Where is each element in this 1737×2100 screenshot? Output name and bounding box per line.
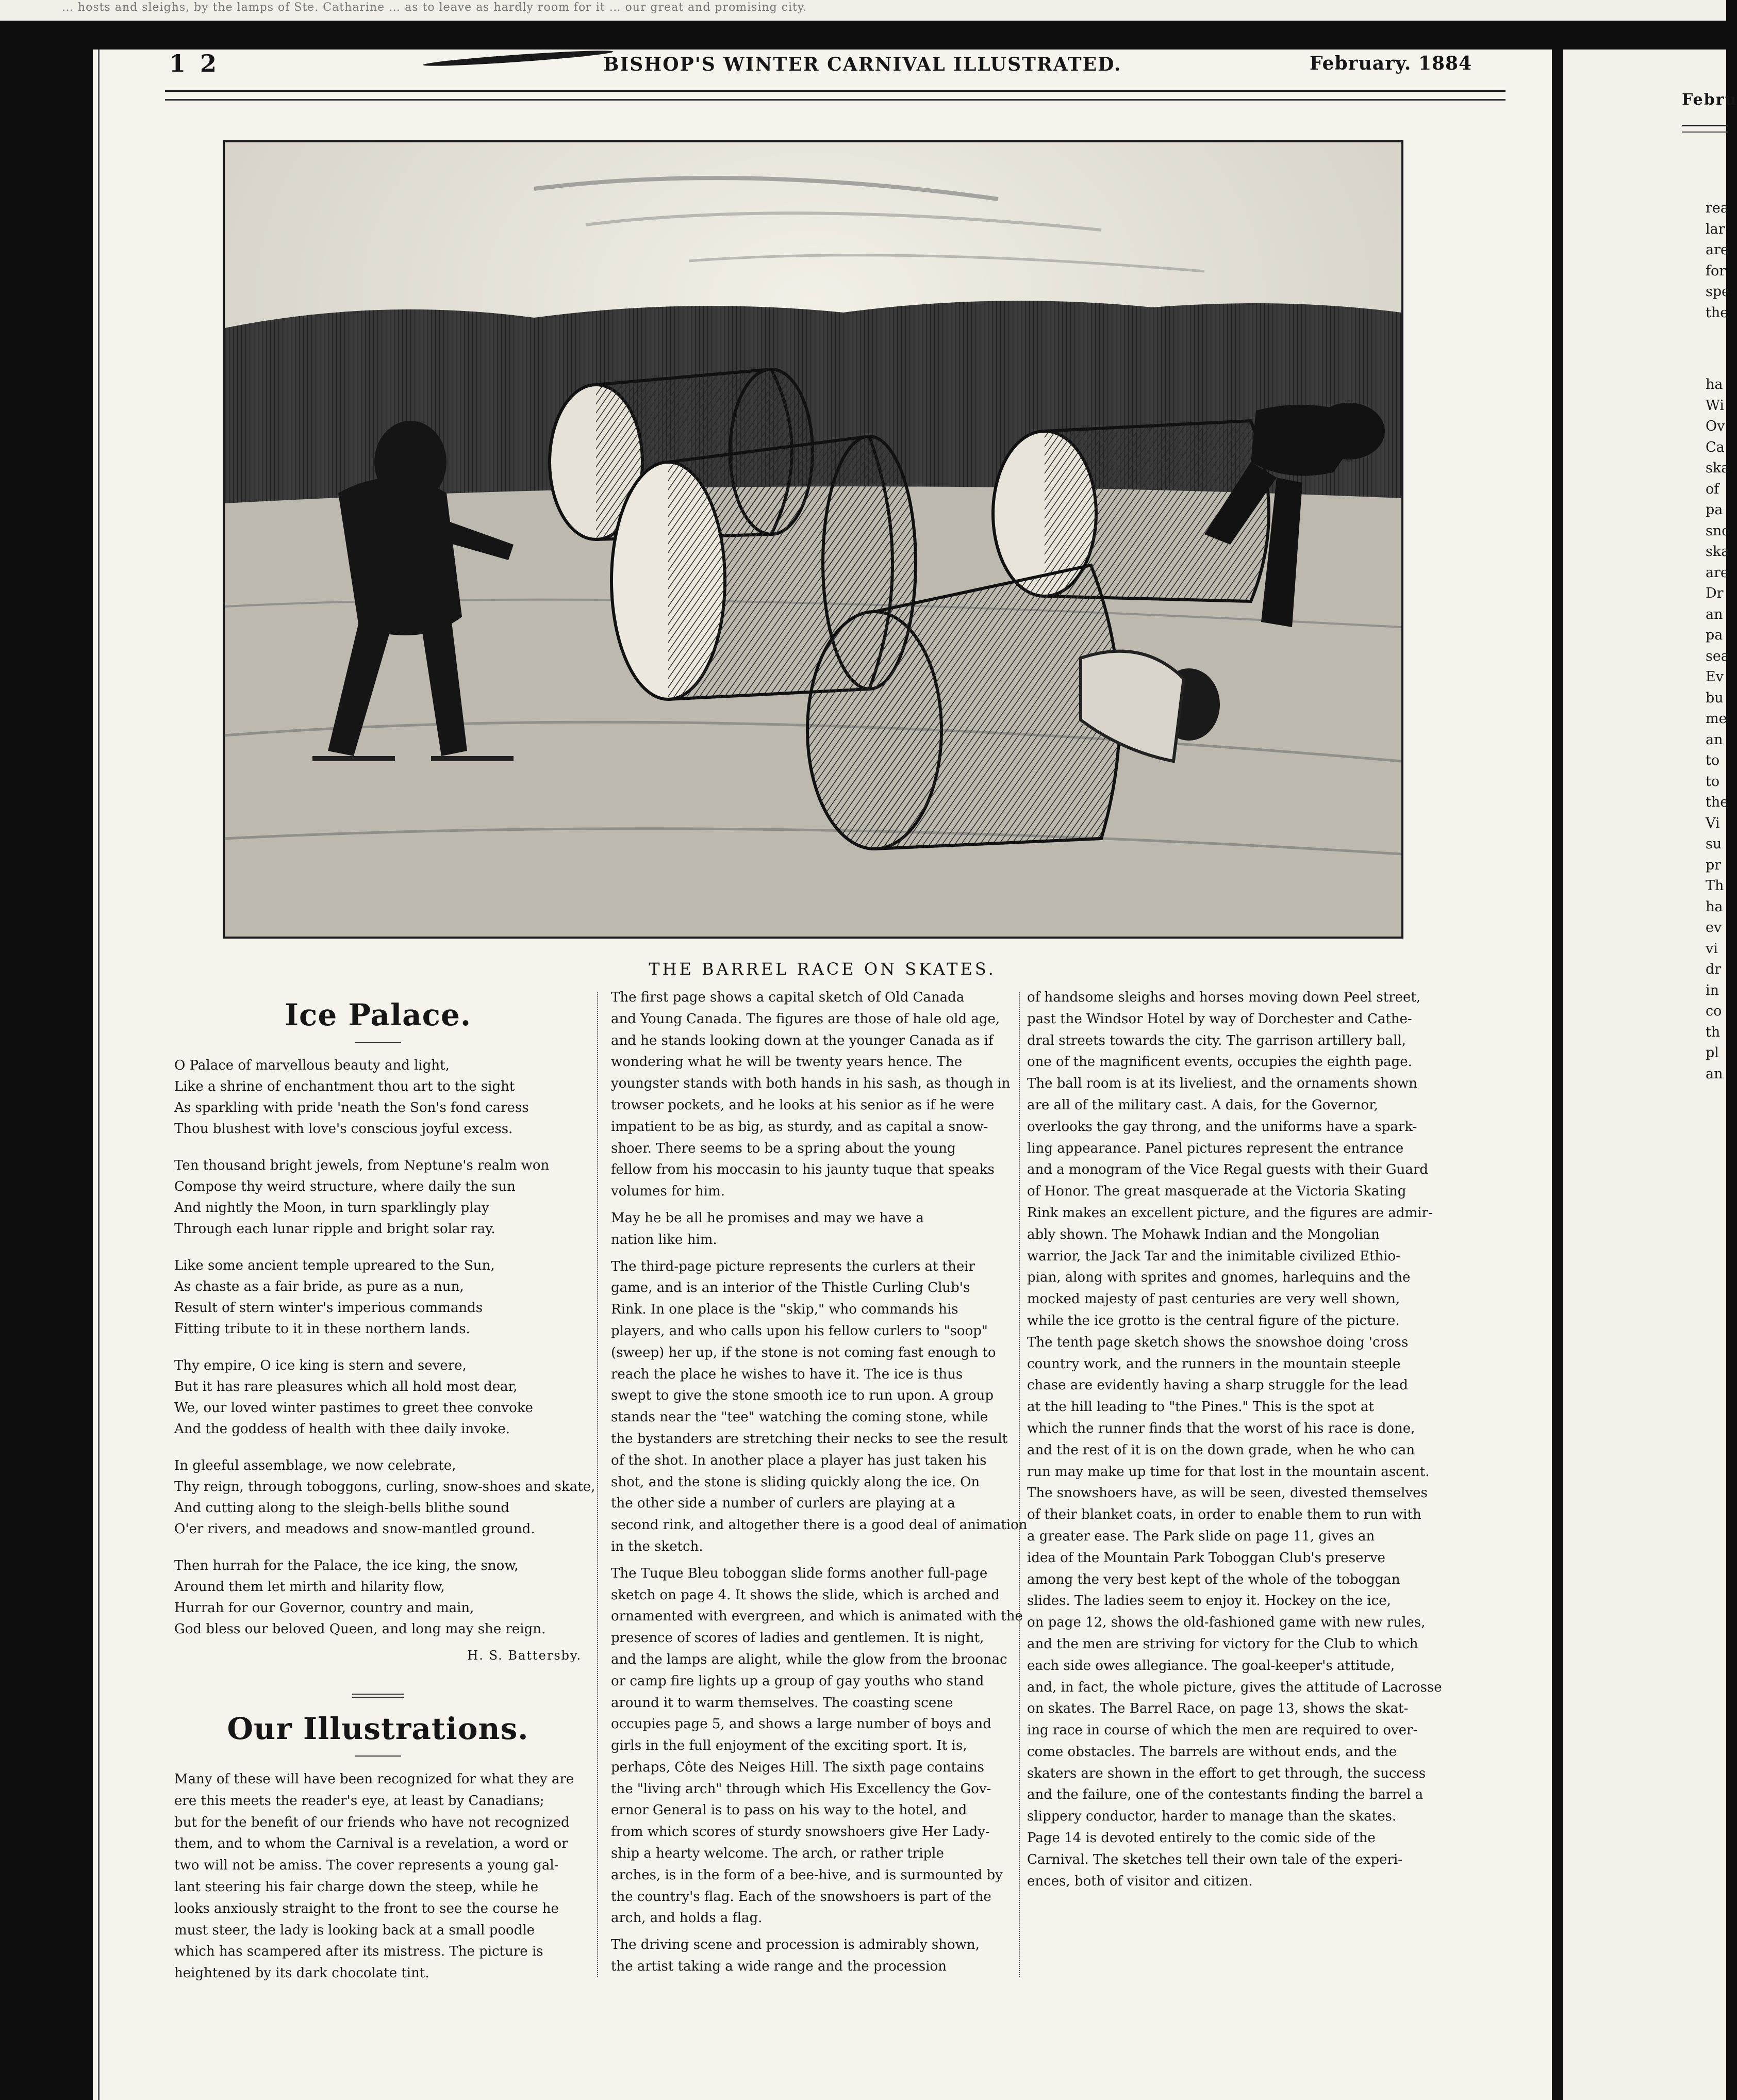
text-line: on skates. The Barrel Race, on page 13, shows the skat- [1027, 1701, 1409, 1717]
text-line: which has scampered after its mistress. The picture is [174, 1944, 543, 1960]
fragment-text: Ov [1706, 418, 1725, 434]
text-line: looks anxiously straight to the front to see the course he [174, 1900, 559, 1916]
adjacent-fragments-bottom [1706, 374, 1730, 1085]
poem-line: Thou blushest with love's conscious joyful excess. [174, 1121, 513, 1137]
fragment-text: an [1706, 606, 1723, 622]
text-line: the artist taking a wide range and the procession [611, 1959, 947, 1975]
text-line: from which scores of sturdy snowshoers give Her Lady- [611, 1824, 990, 1840]
poem-stanza [174, 1355, 582, 1440]
text-line: must steer, the lady is looking back at a small poodle [174, 1922, 535, 1938]
adjacent-page-header: Febru [1682, 91, 1737, 109]
column-2 [611, 987, 1028, 1978]
paragraph-gap [611, 1558, 1018, 1563]
poem-line: And cutting along to the sleigh-bells blithe sound [174, 1500, 509, 1516]
newspaper-page [93, 50, 1552, 2100]
text-line: but for the benefit of our friends who have not recognized [174, 1814, 570, 1830]
barrel-race-engraving [225, 142, 1401, 937]
poem-line: Like a shrine of enchantment thou art to the sight [174, 1079, 515, 1094]
text-line: nation like him. [611, 1232, 717, 1248]
fragment-text: sno [1706, 522, 1730, 539]
fragment-text: Th [1706, 878, 1724, 894]
fragment-text: for [1706, 262, 1726, 279]
text-line: and the rest of it is on the down grade, when he who can [1027, 1442, 1415, 1458]
text-line: Carnival. The sketches tell their own tale of the experi- [1027, 1851, 1403, 1867]
fragment-text: the [1706, 794, 1729, 810]
paragraph-gap [611, 1251, 1018, 1256]
text-line: of the shot. In another place a player has just taken his [611, 1452, 987, 1468]
text-line: occupies page 5, and shows a large number of boys and [611, 1716, 991, 1732]
text-line: one of the magnificent events, occupies the eighth page. [1027, 1054, 1412, 1070]
fragment-text: Ev [1706, 669, 1724, 685]
poem-author: H. S. Battersby. [467, 1648, 582, 1663]
fragment-text: Dr [1706, 585, 1724, 601]
text-line: which the runner finds that the worst of his race is done, [1027, 1420, 1415, 1436]
title-rule [355, 1042, 401, 1043]
section-title-rule [355, 1756, 401, 1757]
text-line: two will not be amiss. The cover represents a young gal- [174, 1858, 559, 1874]
text-line: wondering what he will be twenty years hence. The [611, 1054, 963, 1070]
text-line: and a monogram of the Vice Regal guests with their Guard [1027, 1162, 1428, 1178]
fragment-text: to [1706, 752, 1720, 768]
fragment-text: of [1706, 481, 1719, 497]
text-line: in the sketch. [611, 1538, 703, 1554]
poem-title: Ice Palace. [284, 997, 472, 1032]
column-3 [1027, 987, 1442, 1892]
text-line: the country's flag. Each of the snowshoers is part of the [611, 1889, 991, 1905]
text-line: or camp fire lights up a group of gay youths who stand [611, 1673, 984, 1689]
text-line: Rink makes an excellent picture, and the figures are admir- [1027, 1205, 1433, 1221]
text-line: youngster stands with both hands in his sash, as though in [611, 1076, 1011, 1092]
text-line: slippery conductor, harder to manage than the skates. [1027, 1809, 1397, 1825]
text-line: girls in the full enjoyment of the exciting sport. It is, [611, 1738, 967, 1754]
text-line: The driving scene and procession is admirably shown, [611, 1937, 980, 1953]
fragment-text: bu [1706, 690, 1724, 706]
text-line: perhaps, Côte des Neiges Hill. The sixth page contains [611, 1759, 985, 1775]
poem-line: And nightly the Moon, in turn sparklingly play [174, 1200, 489, 1216]
text-line: chase are evidently having a sharp struggle for the lead [1027, 1377, 1408, 1393]
text-line: stands near the "tee" watching the coming stone, while [611, 1409, 988, 1425]
fragment-text: dr [1706, 961, 1722, 977]
text-line: players, and who calls upon his fellow curlers to "soop" [611, 1323, 988, 1339]
poem-line: O'er rivers, and meadows and snow-mantled ground. [174, 1521, 535, 1537]
fragment-text: the [1706, 304, 1729, 321]
fragment-text: su [1706, 836, 1722, 852]
text-line: second rink, and altogether there is a good deal of animation [611, 1517, 1028, 1533]
poem-line: As chaste as a fair bride, as pure as a nun, [174, 1279, 464, 1294]
text-line: slides. The ladies seem to enjoy it. Hockey on the ice, [1027, 1593, 1391, 1609]
paragraph-gap [611, 1929, 1018, 1934]
poem-stanza [174, 1455, 595, 1540]
text-line: swept to give the stone smooth ice to run upon. A group [611, 1388, 994, 1404]
poem-line: Around them let mirth and hilarity flow, [174, 1579, 445, 1595]
text-line: around it to warm themselves. The coasting scene [611, 1695, 953, 1711]
poem-line: Result of stern winter's imperious commands [174, 1300, 483, 1316]
text-line: arches, is in the form of a bee-hive, and is surmounted by [611, 1867, 1003, 1883]
barrel-race-illustration [223, 140, 1403, 939]
fragment-text: pa [1706, 502, 1723, 518]
text-line: shoer. There seems to be a spring about the young [611, 1140, 956, 1156]
adjacent-fragments-top [1706, 198, 1730, 323]
fragment-text: lar [1706, 221, 1725, 237]
section-divider [352, 1694, 404, 1698]
poem-line: Compose thy weird structure, where daily the sun [174, 1179, 516, 1194]
text-line: The snowshoers have, as will be seen, divested themselves [1027, 1485, 1428, 1501]
text-line: run may make up time for that lost in the mountain ascent. [1027, 1464, 1430, 1480]
text-line: are all of the military cast. A dais, for the Governor, [1027, 1097, 1379, 1113]
text-line: Rink. In one place is the "skip," who commands his [611, 1302, 958, 1318]
text-line: shot, and the stone is sliding quickly along the ice. On [611, 1474, 980, 1490]
text-line: ences, both of visitor and citizen. [1027, 1873, 1253, 1889]
fragment-text: in [1706, 982, 1719, 998]
poem-line: As sparkling with pride 'neath the Son's fond caress [174, 1100, 529, 1115]
text-line: The third-page picture represents the curlers at their [611, 1258, 975, 1274]
text-line: overlooks the gay throng, and the uniforms have a spark- [1027, 1119, 1417, 1135]
text-line: Page 14 is devoted entirely to the comic side of the [1027, 1830, 1376, 1846]
illustrations-intro [174, 1769, 582, 1984]
fragment-text: sea [1706, 648, 1729, 664]
text-line: (sweep) her up, if the stone is not coming fast enough to [611, 1344, 996, 1360]
text-line: ernor General is to pass on his way to the hotel, and [611, 1802, 967, 1818]
section-title: Our Illustrations. [227, 1711, 529, 1746]
fragment-text: to [1706, 773, 1720, 790]
text-line: Many of these will have been recognized for what they are [174, 1771, 574, 1787]
illustration-caption: THE BARREL RACE ON SKATES. [649, 959, 996, 979]
text-line: them, and to whom the Carnival is a revelation, a word or [174, 1836, 568, 1852]
poem-line: God bless our beloved Queen, and long may she reign. [174, 1621, 546, 1637]
text-line: while the ice grotto is the central figure of the picture. [1027, 1312, 1400, 1328]
page-edge-shadow [98, 50, 100, 2100]
text-line: warrior, the Jack Tar and the inimitable civilized Ethio- [1027, 1248, 1400, 1264]
text-line: and the failure, one of the contestants finding the barrel a [1027, 1787, 1424, 1803]
issue-date: February. 1884 [1310, 53, 1473, 74]
header-rule [165, 90, 1506, 101]
fragment-text: an [1706, 731, 1723, 748]
poem-line: Ten thousand bright jewels, from Neptune's realm won [174, 1158, 550, 1173]
column-1 [174, 987, 595, 1984]
text-line: of handsome sleighs and horses moving down Peel street, [1027, 990, 1421, 1005]
poem-stanza [174, 1555, 582, 1640]
text-line: at the hill leading to "the Pines." This is the spot at [1027, 1399, 1374, 1415]
text-line: each side owes allegiance. The goal-keeper's attitude, [1027, 1658, 1395, 1674]
text-line: The ball room is at its liveliest, and the ornaments shown [1027, 1076, 1417, 1092]
page-number: 1 2 [169, 50, 220, 77]
ink-smudge [423, 48, 614, 69]
text-line: presence of scores of ladies and gentlemen. It is night, [611, 1630, 984, 1646]
fragment-text: are [1706, 242, 1729, 258]
fragment-text: pl [1706, 1045, 1719, 1061]
column-separator-2 [1019, 992, 1021, 1977]
fragment-text: ha [1706, 898, 1723, 915]
column-separator-1 [597, 992, 599, 1977]
text-line: arch, and holds a flag. [611, 1910, 763, 1926]
poem-stanza [174, 1055, 582, 1140]
fragment-text: are [1706, 564, 1729, 581]
text-line: and, in fact, the whole picture, gives the attitude of Lacrosse [1027, 1679, 1442, 1695]
text-line: mocked majesty of past centuries are very well shown, [1027, 1291, 1400, 1307]
journal-title: BISHOP'S WINTER CARNIVAL ILLUSTRATED. [603, 54, 1122, 75]
page-gutter [1552, 50, 1563, 2100]
text-line: ing race in course of which the men are required to over- [1027, 1722, 1418, 1738]
text-line: idea of the Mountain Park Toboggan Club's preserve [1027, 1550, 1385, 1566]
text-line: volumes for him. [611, 1184, 725, 1200]
poem-line: Like some ancient temple upreared to the Sun, [174, 1258, 495, 1273]
adjacent-page [1563, 50, 1737, 2100]
text-line: on page 12, shows the old-fashioned game with new rules, [1027, 1615, 1426, 1631]
fragment-text: ska [1706, 544, 1730, 560]
text-line: the other side a number of curlers are playing at a [611, 1496, 955, 1512]
fragment-text: an [1706, 1065, 1723, 1082]
fragment-text: Ca [1706, 439, 1725, 455]
previous-page-text: … hosts and sleighs, by the lamps of Ste. Catharine … as to leave as hardly room for it … our great and promising city. [62, 1, 807, 14]
fragment-text: th [1706, 1024, 1721, 1040]
poem-line: O Palace of marvellous beauty and light, [174, 1058, 450, 1073]
text-line: fellow from his moccasin to his jaunty tuque that speaks [611, 1162, 995, 1178]
poem-stanza [174, 1155, 582, 1240]
text-line: dral streets towards the city. The garrison artillery ball, [1027, 1032, 1406, 1048]
fragment-text: rea [1706, 200, 1729, 216]
fragment-text: vi [1706, 940, 1718, 957]
text-line: and he stands looking down at the younger Canada as if [611, 1032, 994, 1048]
fragment-text: Wi [1706, 397, 1724, 414]
text-line: the "living arch" through which His Excellency the Gov- [611, 1781, 991, 1797]
text-line: the bystanders are stretching their necks to see the result [611, 1431, 1008, 1447]
poem-stanza [174, 1255, 582, 1340]
text-line: a greater ease. The Park slide on page 11, gives an [1027, 1528, 1375, 1544]
fragment-text: pa [1706, 627, 1723, 643]
text-line: game, and is an interior of the Thistle Curling Club's [611, 1280, 970, 1296]
fragment-text: ev [1706, 920, 1722, 936]
text-line: country work, and the runners in the mountain steeple [1027, 1356, 1401, 1372]
text-line: of their blanket coats, in order to enable them to run with [1027, 1507, 1421, 1523]
fragment-text: ska [1706, 460, 1730, 476]
text-line: pian, along with sprites and gnomes, harlequins and the [1027, 1270, 1411, 1286]
fragment-text: ha [1706, 376, 1723, 392]
text-line: skaters are shown in the effort to get through, the success [1027, 1765, 1426, 1781]
text-line: trowser pockets, and he looks at his senior as if he were [611, 1097, 995, 1113]
text-line: heightened by its dark chocolate tint. [174, 1965, 429, 1981]
column-2-text [611, 987, 1028, 1978]
paragraph-gap [611, 1203, 1018, 1208]
previous-page-strip [0, 0, 1726, 21]
poem-line: But it has rare pleasures which all hold most dear, [174, 1379, 518, 1394]
text-line: come obstacles. The barrels are without ends, and the [1027, 1744, 1397, 1760]
text-line: ere this meets the reader's eye, at least by Canadians; [174, 1793, 544, 1809]
column-3-text [1027, 987, 1442, 1892]
text-line: and Young Canada. The figures are those of hale old age, [611, 1011, 1000, 1027]
poem-line: Thy empire, O ice king is stern and severe, [174, 1358, 467, 1373]
poem-line: And the goddess of health with thee daily invoke. [174, 1421, 510, 1437]
text-line: among the very best kept of the whole of the toboggan [1027, 1571, 1400, 1587]
text-line: of Honor. The great masquerade at the Victoria Skating [1027, 1184, 1407, 1200]
text-line: The tenth page sketch shows the snowshoe doing 'cross [1027, 1334, 1409, 1350]
text-line: and the lamps are alight, while the glow from the broonac [611, 1651, 1007, 1667]
fragment-text: Vi [1706, 815, 1720, 831]
text-line: ling appearance. Panel pictures represent the entrance [1027, 1140, 1404, 1156]
fragment-text: me [1706, 711, 1727, 727]
poem-line: Fitting tribute to it in these northern lands. [174, 1321, 470, 1337]
text-line: ornamented with evergreen, and which is animated with the [611, 1609, 1023, 1625]
text-line: ship a hearty welcome. The arch, or rather triple [611, 1846, 944, 1862]
text-line: May he be all he promises and may we have a [611, 1210, 924, 1226]
fragment-text: pr [1706, 857, 1722, 873]
text-line: and the men are striving for victory for the Club to which [1027, 1636, 1418, 1652]
poem-line: In gleeful assemblage, we now celebrate, [174, 1458, 456, 1473]
fragment-text: spe [1706, 284, 1730, 300]
text-line: The first page shows a capital sketch of Old Canada [611, 990, 965, 1005]
poem-body [174, 1055, 595, 1640]
text-line: sketch on page 4. It shows the slide, which is arched and [611, 1587, 1000, 1603]
text-line: impatient to be as big, as sturdy, and as capital a snow- [611, 1119, 988, 1135]
poem-line: Through each lunar ripple and bright solar ray. [174, 1221, 495, 1237]
text-line: lant steering his fair charge down the steep, while he [174, 1879, 539, 1895]
poem-line: We, our loved winter pastimes to greet thee convoke [174, 1400, 533, 1416]
text-line: The Tuque Bleu toboggan slide forms another full-page [611, 1565, 988, 1581]
fragment-text: co [1706, 1003, 1722, 1019]
text-line: past the Windsor Hotel by way of Dorchester and Cathe- [1027, 1011, 1412, 1027]
text-line: reach the place he wishes to have it. The ice is thus [611, 1366, 963, 1382]
adjacent-page-rule [1682, 125, 1728, 133]
poem-line: Then hurrah for the Palace, the ice king, the snow, [174, 1558, 519, 1573]
poem-line: Hurrah for our Governor, country and main, [174, 1600, 474, 1616]
poem-line: Thy reign, through toboggons, curling, snow-shoes and skate, [174, 1479, 595, 1495]
text-line: ably shown. The Mohawk Indian and the Mongolian [1027, 1226, 1380, 1242]
